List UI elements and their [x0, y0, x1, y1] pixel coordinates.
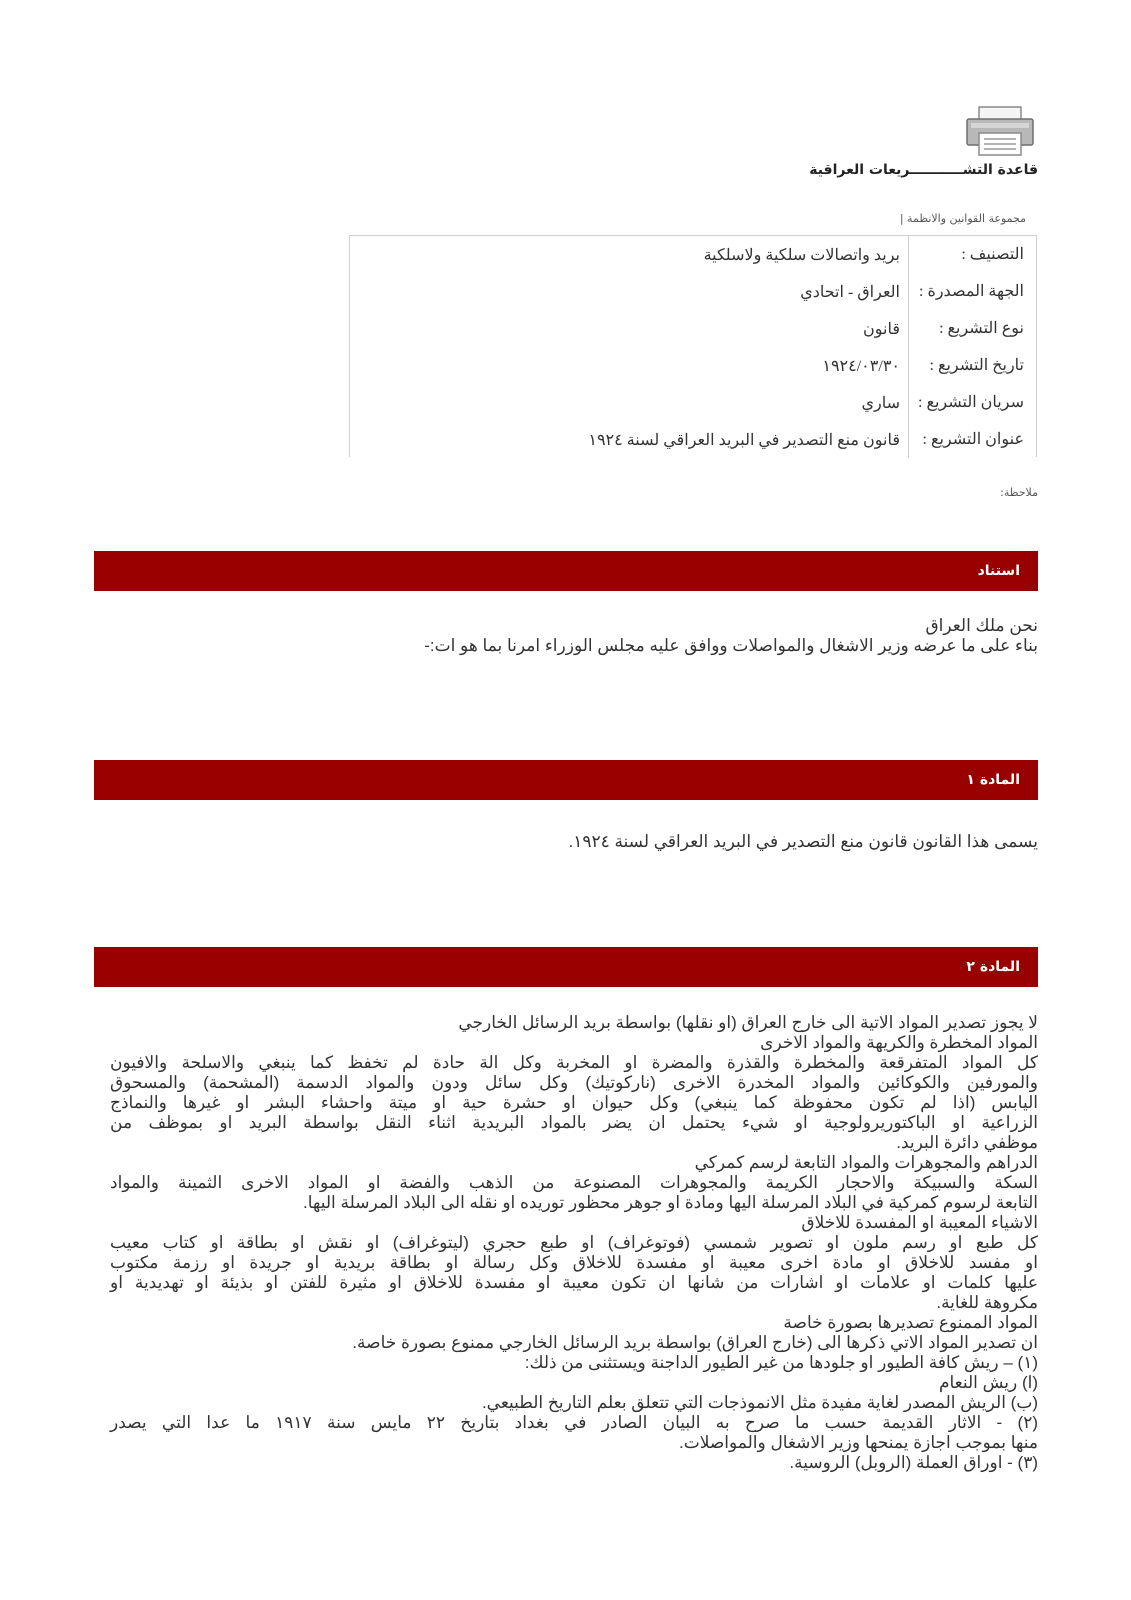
- info-value: قانون: [863, 320, 900, 338]
- text-line: الاشياء المعيبة او المفسدة للاخلاق: [801, 1213, 1038, 1232]
- info-row-type: [350, 310, 1036, 347]
- text-line: بناء على ما عرضه وزير الاشغال والمواصلات ووافق عليه مجلس الوزراء امرنا بما هو ات:-: [424, 636, 1038, 655]
- text-line: (ا) ريش النعام: [938, 1373, 1038, 1392]
- info-label: الجهة المصدرة :: [908, 273, 1036, 310]
- text-line: لا يجوز تصدير المواد الاتية الى خارج العراق (او نقلها) بواسطة بريد الرسائل الخارجي: [458, 1013, 1038, 1032]
- info-row-status: [350, 384, 1036, 421]
- info-label: عنوان التشريع :: [908, 421, 1036, 458]
- section-header-article-2: المادة ٢: [94, 947, 1038, 987]
- collection-breadcrumb[interactable]: مجموعة القوانين والانظمة |: [899, 212, 1026, 225]
- text-line: كل المواد المتفرقعة والمخطرة والقذرة والمضرة او المخربة وكل الة حادة لم تخفظ كما ينبغي والاسلحة والافيون: [110, 1053, 1038, 1072]
- info-value: ١٩٢٤/٠٣/٣٠: [822, 357, 900, 375]
- text-line: السكة والسبيكة والاحجار الكريمة والمجوهرات المصنوعة من الذهب والفضة او المواد الاخرى الثمينة والمواد: [110, 1173, 1038, 1192]
- info-value: قانون منع التصدير في البريد العراقي لسنة ١٩٢٤: [588, 431, 900, 449]
- info-label: التصنيف :: [908, 236, 1036, 273]
- text-line: (ب) الريش المصدر لغاية مفيدة مثل الانموذجات التي تتعلق بعلم التاريخ الطبيعي.: [481, 1393, 1038, 1412]
- text-line: ان تصدير المواد الاتي ذكرها الى (خارج العراق) بواسطة بريد الرسائل الخارجي ممنوع بصورة خاصة.: [352, 1333, 1038, 1352]
- text-line: المواد المخطرة والكريهة والمواد الاخرى: [760, 1033, 1038, 1052]
- info-row-classification: [350, 236, 1036, 273]
- info-label: تاريخ التشريع :: [908, 347, 1036, 384]
- info-value: بريد واتصالات سلكية ولاسلكية: [703, 246, 900, 264]
- text-line: يسمى هذا القانون قانون منع التصدير في البريد العراقي لسنة ١٩٢٤.: [568, 832, 1038, 851]
- text-line: او مفسد للاخلاق او مادة اخرى معيبة او مفسدة للاخلاق وكل رسالة او بطاقة بريدية او جريدة او رزمة مكتوب: [110, 1253, 1038, 1272]
- text-line: موظفي دائرة البريد.: [896, 1133, 1038, 1152]
- preamble-text: [110, 616, 1038, 656]
- info-label: نوع التشريع :: [908, 310, 1036, 347]
- text-line: (٣) - اوراق العملة (الروبل) الروسية.: [789, 1453, 1038, 1472]
- text-line: والمورفين والكوكائين والمواد المخدرة الاخرى (ناركوتيك) وكل سائل ودون والمواد الدسمة (المشحمة) والمسحوق: [110, 1073, 1038, 1092]
- text-line: المواد الممنوع تصديرها بصورة خاصة: [783, 1313, 1038, 1332]
- info-row-issuer: [350, 273, 1036, 310]
- info-label: سريان التشريع :: [908, 384, 1036, 421]
- text-line: نحن ملك العراق: [925, 616, 1038, 635]
- text-line: كل طبع او رسم ملون او تصوير شمسي (فوتوغراف) او طبع حجري (ليتوغراف) او نقش او بطاقة او كتاب معيب: [110, 1233, 1038, 1252]
- printer-icon[interactable]: [965, 105, 1035, 157]
- section-header-article-1: المادة ١: [94, 760, 1038, 800]
- article-2-text: [110, 1013, 1038, 1473]
- info-row-date: [350, 347, 1036, 384]
- info-value: العراق - اتحادي: [800, 283, 900, 301]
- text-line: (١) – ريش كافة الطيور او جلودها من غير الطيور الداجنة ويستثنى من ذلك:: [524, 1353, 1038, 1372]
- text-line: التابعة لرسوم كمركية في البلاد المرسلة اليها ومادة او جوهر محظور توريده او نقله الى البلاد المرسلة اليها.: [302, 1193, 1038, 1212]
- text-line: (٢) - الاثار القديمة حسب ما صرح به البيان الصادر في بغداد بتاريخ ٢٢ مايس سنة ١٩١٧ ما عدا التي يصدر: [110, 1413, 1039, 1432]
- text-line: اليابس (اذا لم تكون محفوظة كما ينبغي) وكل حيوان او حشرة حية او ميتة واحشاء البشر او غيرها والنماذج: [110, 1093, 1038, 1112]
- text-line: الدراهم والمجوهرات والمواد التابعة لرسم كمركي: [694, 1153, 1038, 1172]
- text-line: مكروهة للغاية.: [936, 1293, 1038, 1312]
- text-line: منها بموجب اجازة يمنحها وزير الاشغال والمواصلات.: [678, 1433, 1038, 1452]
- info-value: ساري: [861, 394, 900, 412]
- legislation-info-table: [349, 235, 1037, 457]
- article-1-text: [110, 830, 1038, 854]
- note-label: ملاحظة:: [1000, 486, 1038, 499]
- site-title: قاعدة التشـــــــــــريعات العراقية: [809, 162, 1038, 178]
- text-line: الزراعية او الباكتوريرولوجية او شيء يحتمل ان يضر بالمواد البريدية اثناء النقل بواسطة البريد او بموظف من: [110, 1113, 1038, 1132]
- info-row-title: [350, 421, 1036, 458]
- section-header-preamble: استناد: [94, 551, 1038, 591]
- text-line: عليها كلمات او علامات او اشارات من شانها ان تكون معيبة او مفسدة للاخلاق او مثيرة للفتن او بذيئة او تهديدية او: [110, 1273, 1038, 1292]
